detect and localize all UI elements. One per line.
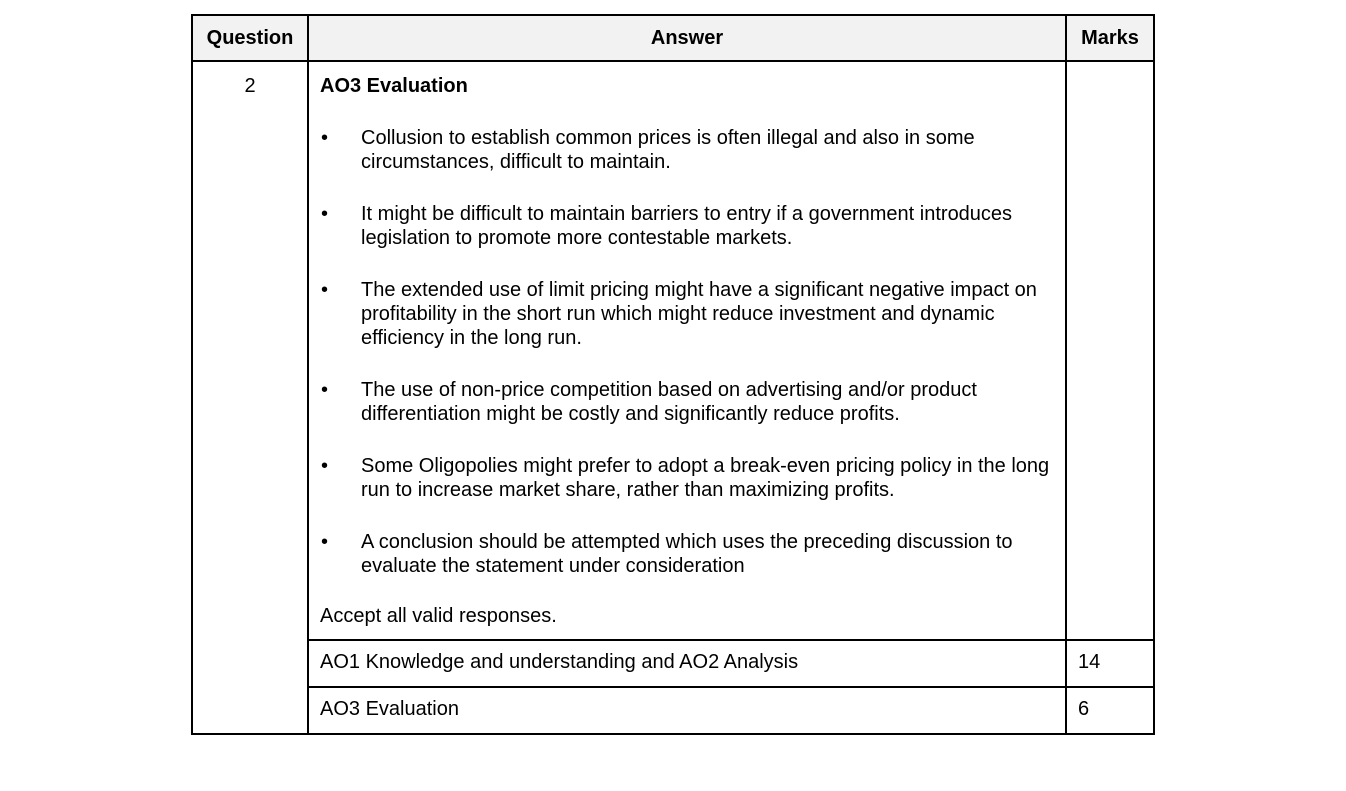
bullet-text: The use of non-price competition based on advertising and/or product differentiation might be costly and significantly reduce profits.	[361, 379, 977, 425]
bullet-text: Collusion to establish common prices is often illegal and also in some circumstances, difficult to maintain.	[361, 127, 975, 173]
marks-header: Marks	[1066, 15, 1154, 61]
bullet-item	[320, 378, 1055, 426]
mark-scheme-table	[191, 14, 1155, 735]
evaluation-bullet-list	[320, 126, 1055, 578]
bullet-dot: •	[321, 203, 329, 225]
answer-marks-cell	[1066, 61, 1154, 640]
bullet-text: The extended use of limit pricing might have a significant negative impact on profitability in the short run which might reduce investment and dynamic efficiency in the long run.	[361, 279, 1037, 349]
bullet-dot: •	[321, 379, 329, 401]
answer-heading: AO3 Evaluation	[320, 75, 468, 97]
answer-row	[192, 61, 1154, 640]
bullet-text: Some Oligopolies might prefer to adopt a break-even pricing policy in the long run to increase market share, rather than maximizing profits.	[361, 455, 1050, 501]
bullet-text: A conclusion should be attempted which uses the preceding discussion to evaluate the statement under consideration	[361, 531, 1013, 577]
summary-row	[192, 687, 1154, 734]
bullet-item	[320, 202, 1055, 250]
summary-label: AO3 Evaluation	[308, 687, 1066, 734]
summary-row	[192, 640, 1154, 687]
question-number: 2	[192, 61, 308, 734]
bullet-dot: •	[321, 531, 329, 553]
bullet-item	[320, 278, 1055, 350]
summary-marks: 14	[1066, 640, 1154, 687]
header-row	[192, 15, 1154, 61]
accept-all-note: Accept all valid responses.	[320, 605, 557, 627]
answer-cell	[308, 61, 1066, 640]
bullet-item	[320, 530, 1055, 578]
bullet-item	[320, 126, 1055, 174]
summary-label: AO1 Knowledge and understanding and AO2 Analysis	[308, 640, 1066, 687]
question-header: Question	[192, 15, 308, 61]
bullet-item	[320, 454, 1055, 502]
summary-marks: 6	[1066, 687, 1154, 734]
bullet-dot: •	[321, 455, 329, 477]
bullet-dot: •	[321, 279, 329, 301]
answer-header: Answer	[308, 15, 1066, 61]
bullet-text: It might be difficult to maintain barriers to entry if a government introduces legislation to promote more contestable markets.	[361, 203, 1013, 249]
bullet-dot: •	[321, 127, 329, 149]
